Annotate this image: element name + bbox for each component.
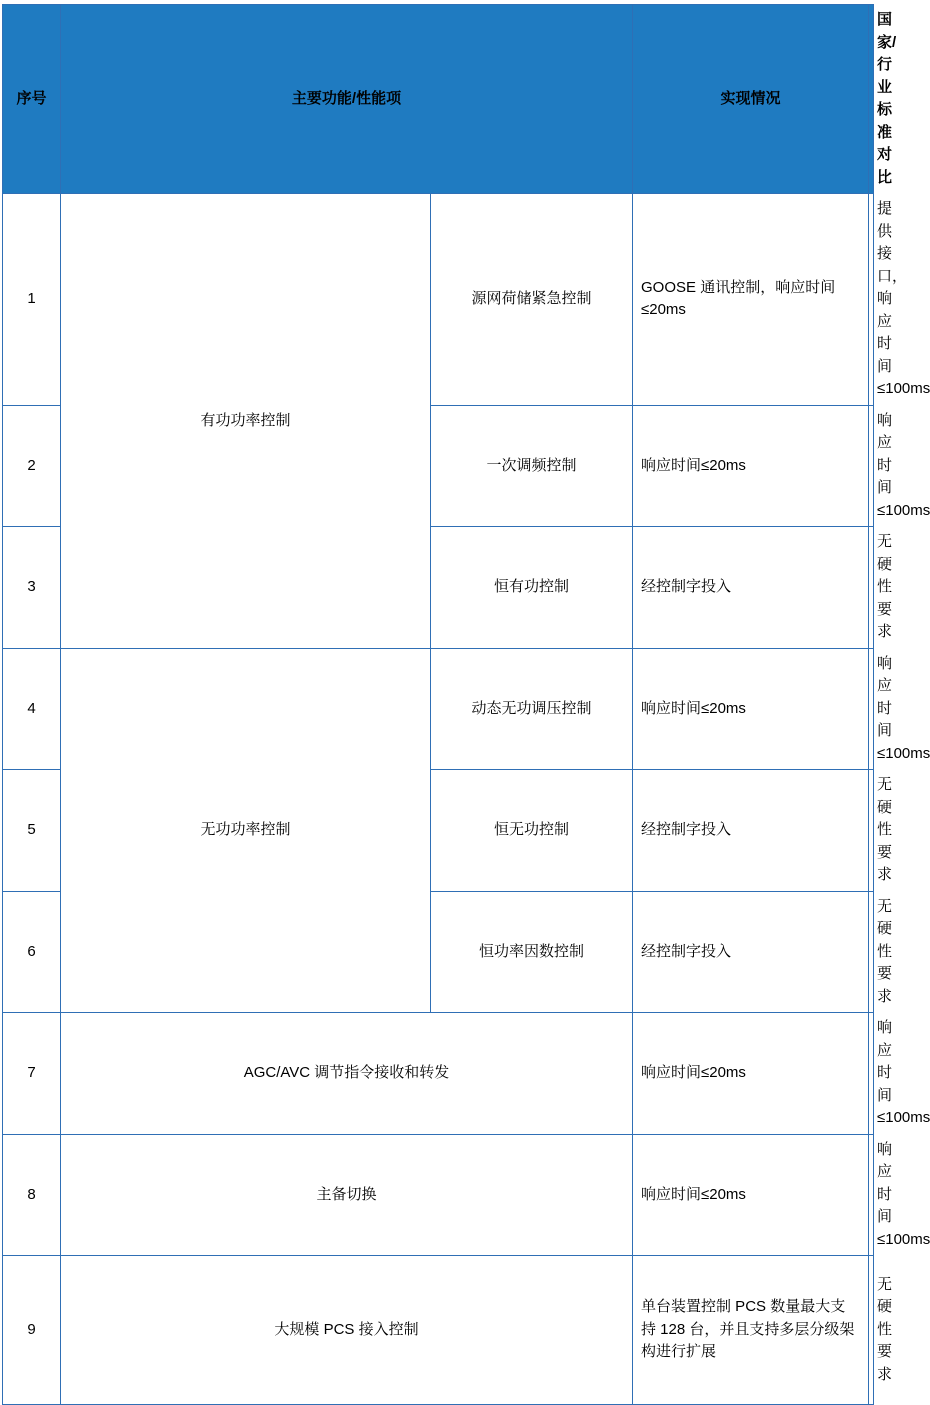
function-name: 一次调频控制: [431, 405, 633, 527]
function-name: 源网荷储紧急控制: [431, 194, 633, 406]
group-label-reactive-power: 无功功率控制: [61, 648, 431, 1013]
implementation-detail: 响应时间≤20ms: [633, 648, 869, 770]
implementation-detail: 经控制字投入: [633, 527, 869, 649]
table-header-row: [3, 5, 874, 194]
standard-detail: 响应时间≤100ms: [869, 1134, 874, 1256]
row-index: 5: [3, 770, 61, 892]
standard-detail: 无硬性要求: [869, 527, 874, 649]
implementation-detail: 经控制字投入: [633, 770, 869, 892]
standard-detail: 响应时间≤100ms: [869, 648, 874, 770]
row-index: 2: [3, 405, 61, 527]
column-header-standard: 国家/行业标准对比: [869, 5, 874, 194]
column-header-implementation: 实现情况: [633, 5, 869, 194]
function-name: AGC/AVC 调节指令接收和转发: [61, 1013, 633, 1135]
implementation-detail: 响应时间≤20ms: [633, 1013, 869, 1135]
standard-detail: 响应时间≤100ms: [869, 405, 874, 527]
function-name: 恒功率因数控制: [431, 891, 633, 1013]
table-row: [3, 1256, 874, 1405]
standard-detail: 无硬性要求: [869, 891, 874, 1013]
standard-detail: 无硬性要求: [869, 1256, 874, 1405]
column-header-function: 主要功能/性能项: [61, 5, 633, 194]
function-name: 恒有功控制: [431, 527, 633, 649]
column-header-index: 序号: [3, 5, 61, 194]
function-name: 恒无功控制: [431, 770, 633, 892]
table-row: [3, 1134, 874, 1256]
table-body: [3, 194, 930, 1405]
function-name: 动态无功调压控制: [431, 648, 633, 770]
implementation-detail: 响应时间≤20ms: [633, 405, 869, 527]
standard-detail: 提供接口，响应时间≤100ms: [869, 194, 874, 406]
implementation-detail: 经控制字投入: [633, 891, 869, 1013]
table-row: [3, 648, 874, 770]
row-index: 1: [3, 194, 61, 406]
function-name: 大规模 PCS 接入控制: [61, 1256, 633, 1405]
row-index: 9: [3, 1256, 61, 1405]
function-name: 主备切换: [61, 1134, 633, 1256]
implementation-detail: 单台装置控制 PCS 数量最大支持 128 台，并且支持多层分级架构进行扩展: [633, 1256, 869, 1405]
row-index: 4: [3, 648, 61, 770]
capability-comparison-table: [2, 4, 930, 1405]
table-row: [3, 1013, 874, 1135]
standard-detail: 无硬性要求: [869, 770, 874, 892]
row-index: 3: [3, 527, 61, 649]
standard-detail: 响应时间≤100ms: [869, 1013, 874, 1135]
table-header: [3, 5, 897, 194]
row-index: 7: [3, 1013, 61, 1135]
implementation-detail: 响应时间≤20ms: [633, 1134, 869, 1256]
row-index: 6: [3, 891, 61, 1013]
implementation-detail: GOOSE 通讯控制，响应时间≤20ms: [633, 194, 869, 406]
row-index: 8: [3, 1134, 61, 1256]
group-label-active-power: 有功功率控制: [61, 194, 431, 649]
table-row: [3, 194, 874, 406]
